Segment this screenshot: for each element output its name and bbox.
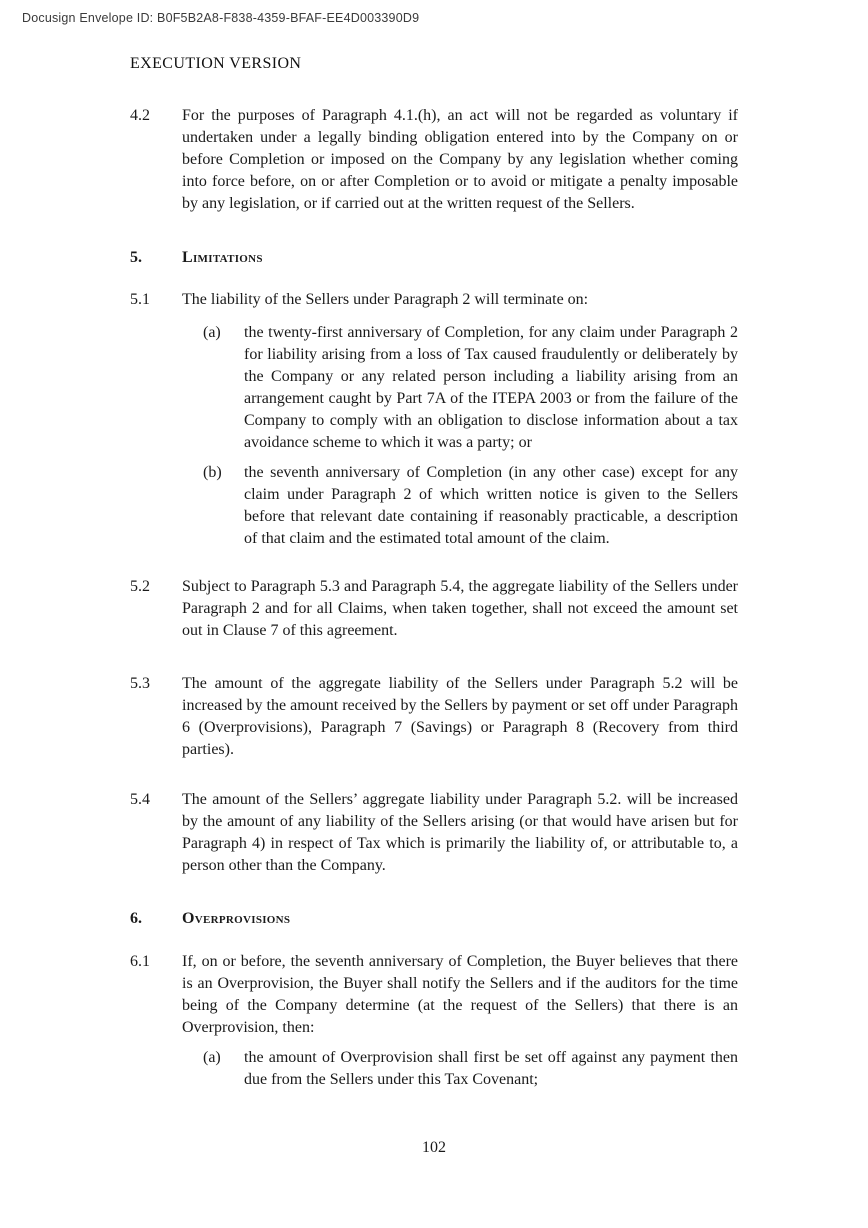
document-body xyxy=(130,105,738,1091)
subitem-label: (a) xyxy=(203,324,221,341)
clause-6-1 xyxy=(130,951,738,1039)
clause-5-1-a xyxy=(130,322,738,454)
clause-number: 6.1 xyxy=(130,953,150,970)
section-number: 6. xyxy=(130,910,142,927)
page-number: 102 xyxy=(422,1139,446,1156)
execution-version-label: EXECUTION VERSION xyxy=(130,55,302,72)
clause-text: The amount of the Sellers’ aggregate liability under Paragraph 5.2. will be increased by the amount of any liability of the Sellers arising (or that would have arisen but for Paragraph 4) in respect of Tax which is primarily the liability of, or attributable to, a person other than the Company. xyxy=(182,791,738,874)
section-title: Limitations xyxy=(182,249,263,266)
clause-text: If, on or before, the seventh anniversary of Completion, the Buyer believes that there is an Overprovision, the Buyer shall notify the Sellers and if the auditors for the time being of the Company determine (at the request of the Sellers) that there is an Overprovision, then: xyxy=(182,953,738,1036)
clause-number: 4.2 xyxy=(130,107,150,124)
clause-text: For the purposes of Paragraph 4.1.(h), an act will not be regarded as voluntary if undertaken under a legally binding obligation entered into by the Company on or before Completion or imposed on the Company by any legislation whether coming into force before, on or after Completion or to avoid or mitigate a penalty imposable by any legislation, or if carried out at the written request of the Sellers. xyxy=(182,107,738,212)
clause-4-2 xyxy=(130,105,738,215)
subitem-label: (a) xyxy=(203,1049,221,1066)
clause-5-1 xyxy=(130,289,738,311)
subitem-text: the twenty-first anniversary of Completion, for any claim under Paragraph 2 for liability arising from a loss of Tax caused fraudulently or deliberately by the Company or any related person including a liability arising from an arrangement caught by Part 7A of the ITEPA 2003 or from the failure of the Company to comply with an obligation to disclose information about a tax avoidance scheme to which it was a party; or xyxy=(244,324,738,451)
subitem-label: (b) xyxy=(203,464,222,481)
clause-text: The amount of the aggregate liability of the Sellers under Paragraph 5.2 will be increased by the amount received by the Sellers by payment or set off under Paragraph 6 (Overprovisions), Paragraph 7 (Savings) or Paragraph 8 (Recovery from third parties). xyxy=(182,675,738,758)
section-heading-6-overprovisions xyxy=(130,908,738,930)
clause-5-2 xyxy=(130,576,738,642)
section-heading-5-limitations xyxy=(130,247,738,269)
clause-5-1-b xyxy=(130,462,738,550)
clause-text: The liability of the Sellers under Paragraph 2 will terminate on: xyxy=(182,291,589,308)
section-number: 5. xyxy=(130,249,142,266)
clause-6-1-a xyxy=(130,1047,738,1091)
clause-number: 5.3 xyxy=(130,675,150,692)
subitem-text: the seventh anniversary of Completion (in any other case) except for any claim under Paragraph 2 of which written notice is given to the Sellers before that relevant date containing if reasonably practicable, a description of that claim and the estimated total amount of the claim. xyxy=(244,464,738,547)
clause-5-3 xyxy=(130,673,738,761)
section-title: Overprovisions xyxy=(182,910,291,927)
clause-number: 5.4 xyxy=(130,791,150,808)
subitem-text: the amount of Overprovision shall first be set off against any payment then due from the Sellers under this Tax Covenant; xyxy=(244,1049,738,1088)
clause-number: 5.1 xyxy=(130,291,150,308)
clause-5-4 xyxy=(130,789,738,877)
docusign-envelope-id: Docusign Envelope ID: B0F5B2A8-F838-4359-BFAF-EE4D003390D9 xyxy=(22,11,420,25)
clause-text: Subject to Paragraph 5.3 and Paragraph 5.4, the aggregate liability of the Sellers under Paragraph 2 and for all Claims, when taken together, shall not exceed the amount set out in Clause 7 of this agreement. xyxy=(182,578,738,639)
clause-number: 5.2 xyxy=(130,578,150,595)
